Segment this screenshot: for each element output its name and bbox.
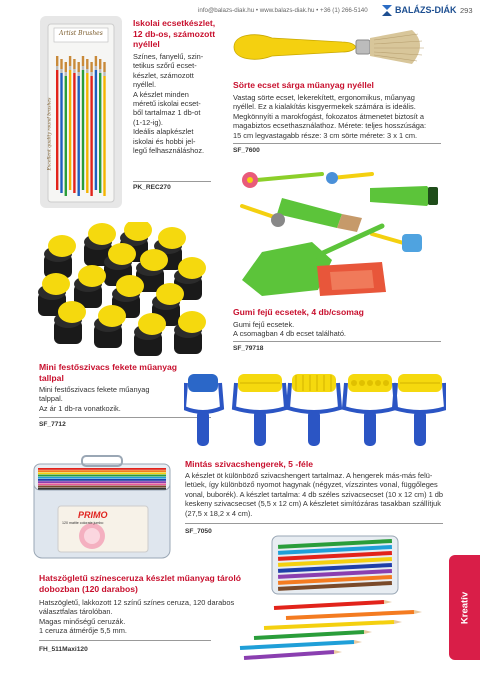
brush-set-divider	[133, 181, 211, 182]
pencil-box-title: Hatszögletű színesceruza készlet műanyag tároló dobozban (120 darabos)	[39, 573, 242, 594]
sponge-daubers-title: Mini festőszivacs fekete műanyag tallpal	[39, 362, 178, 383]
brush-set-title: Iskolai ecsetkészlet, 12 db-os, számozott nyéllel	[133, 18, 216, 49]
brush-package-side-text: Excellent quality round brushes	[47, 97, 53, 171]
category-side-tab-label: Kreatív	[459, 591, 470, 624]
brand-logo	[380, 4, 455, 18]
pattern-rollers-image	[184, 368, 446, 450]
sponge-daubers-description: Mini festőszivacs fekete műanyag talppal. Az ár 1 db-ra vonatkozik.	[39, 385, 150, 413]
pencil-box-divider	[39, 640, 211, 641]
page-number: 293	[460, 6, 473, 15]
sponge-brushes-description: Gumi fejű ecsetek. A csomagban 4 db ecset található.	[233, 320, 346, 339]
pattern-rollers-title: Mintás szivacshengerek, 5 -féle	[185, 459, 314, 469]
brand-name: BALÁZS-DIÁK	[395, 5, 457, 15]
bristle-brush-description: Vastag sörte ecset, lekerekített, ergonomikus, műanyag nyéllel. Ez a kialakítás kisgyermekek számára is ideális. Megkönnyíti a marokfogást, fokozatos átmenetet biztosít a magabiztos ecsethasználathoz. Mérete: teljes hosszúsága: 15 cm legvastagabb része: 3 cm sörte mérete: 3 x 1 cm.	[233, 93, 427, 140]
pattern-rollers-description: A készlet öt különböző szivacshengert tartalmaz. A hengerek más-más felü- letüek, így különböző nyomot hagynak (négyzet, vízszintes vonal, függőleges vonal, buborék). A készlet tartalma: 4 db széles szivacsecset (10 x 12 cm) 1 db keskeny szivacsecset (5,5 x 12 cm) A készletet simítózáras tasakban szállítjuk (27,5 x 18,2 x 4 cm).	[185, 471, 443, 518]
pattern-rollers-code: SF_7050	[185, 528, 212, 535]
sponge-brushes-code: SF_79718	[233, 345, 264, 352]
pattern-rollers-divider	[185, 523, 443, 524]
bristle-brush-image	[232, 24, 432, 70]
sponge-brushes-title: Gumi fejű ecsetek, 4 db/csomag	[233, 307, 364, 317]
sponge-daubers-image	[38, 222, 208, 356]
bristle-brush-title: Sörte ecset sárga műanyag nyéllel	[233, 80, 374, 90]
pencil-box-caption: 120 matite colorate jumbo	[62, 521, 104, 525]
brush-package-label: Artist Brushes	[59, 30, 103, 37]
brush-set-image	[40, 16, 122, 208]
category-side-tab	[449, 555, 480, 660]
bristle-brush-code: SF_7600	[233, 147, 260, 154]
sponge-brushes-image	[222, 162, 444, 302]
sponge-daubers-code: SF_7712	[39, 421, 66, 428]
pencil-box-code: FH_511Maxi120	[39, 646, 88, 653]
header-contact: info@balazs-diak.hu • www.balazs-diak.hu • +36 (1) 266-5140	[198, 7, 368, 14]
bristle-brush-divider	[233, 143, 441, 144]
pencil-case-image	[214, 530, 450, 676]
pencil-box-description: Hatszögletű, lakkozott 12 színű színes ceruza, 120 darabos választfalas tárolóban. Magas minőségű ceruzák. 1 ceruza átmérője 5,5 mm.	[39, 598, 235, 636]
brand-logo-icon	[380, 4, 394, 17]
pencil-box-brand: PRIMO	[78, 510, 108, 520]
brush-set-description: Színes, fanyelű, szin- tetikus szőrű ecset- készlet, számozott nyéllel. A készlet minden méretű iskolai ecset- ből tartalmaz 1 db-ot (1-12-ig). Ideális alapkészlet iskolai és hobbi jel- legű felhasználáshoz.	[133, 52, 205, 156]
sponge-brushes-divider	[233, 341, 441, 342]
brush-set-code: PK_REC270	[133, 184, 171, 191]
pencil-box-image	[28, 448, 176, 563]
